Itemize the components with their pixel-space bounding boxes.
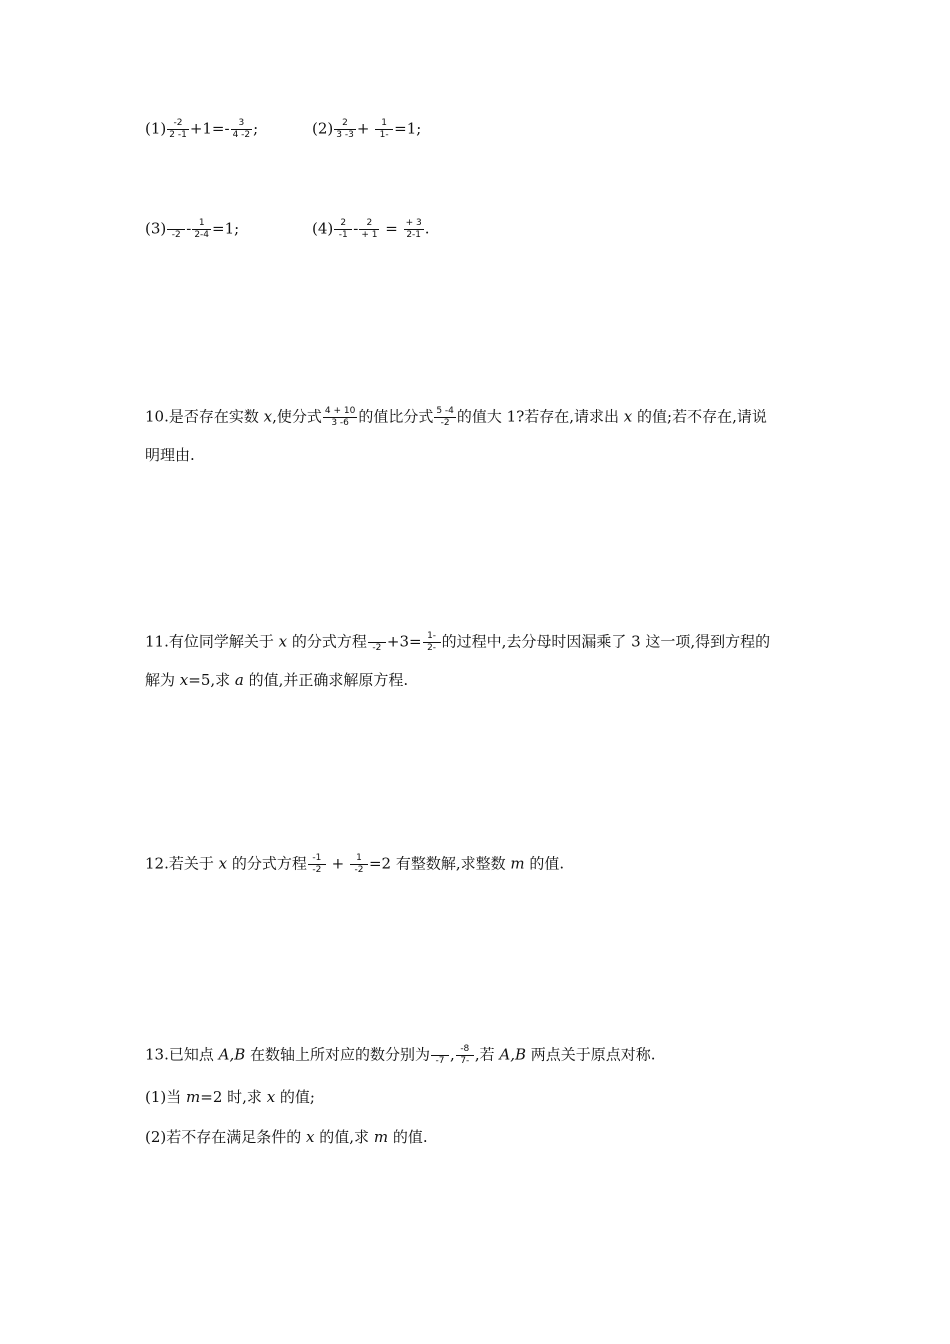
equation-label: (1) [145,119,167,138]
equation-label: (4) [312,219,334,238]
fraction: $\frac{-8}{7-}$ [456,1044,474,1067]
equation-3: (3) -2 - $\frac{1}{2-4}$ =1; [145,218,240,240]
fraction: $\frac{1}{-2}$ [350,853,368,876]
fraction: $\frac{2}{-1}$ [334,218,352,241]
fraction: $\frac{-1}{-2}$ [308,853,326,876]
equation-4: (4) $\frac{2}{-1}$ - $\frac{2}{+ 1}$ = $\frac{+ 3}{2-1}$ . [312,218,430,240]
question-12: 12.若关于 x 的分式方程 $\frac{-1}{-2}$ + $\frac{1}{-2}$ =2 有整数解,求整数 m 的值. [145,853,565,875]
fraction: $\frac{1}{1-}$ [375,118,393,141]
question-10: 10.是否存在实数 x,使分式 $\frac{4 + 10}{3 -6}$ 的值比分式 $\frac{5 -4}{-2}$ 的值大 1?若存在,请求出 x 的值;若不存在,请说 明理由. [145,406,767,464]
fraction: $\frac{1}{2-4}$ [194,218,210,240]
fraction: $\frac{2}{3 -3}$ [336,118,354,140]
question-11: 11.有位同学解关于 x 的分式方程 -2 +3= $\frac{1-}{2-}$ 的过程中,去分母时因漏乘了 3 这一项,得到方程的 解为 x=5,求 a 的值,并正确求解原方程. [145,631,771,689]
fraction: $\frac{2}{+ 1}$ [361,218,378,240]
equation-2: (2) $\frac{2}{3 -3}$ + $\frac{1}{1-}$ =1; [312,118,422,140]
question-13: 13.已知点 A,B 在数轴上所对应的数分别为 -7 , $\frac{-8}{7-}$ ,若 A,B 两点关于原点对称. (1)当 m=2 时,求 x 的值; (2)若不存在满足条件的 x 的值,求 m 的值. [145,1044,656,1146]
fraction: $\frac{1-}{2-}$ [423,631,441,654]
equation-1: (1) $\frac{-2}{2 -1}$ +1=- $\frac{3}{4 -2}$ ; [145,118,259,140]
equation-label: (3) [145,219,167,238]
fraction: $\frac{-2}{2 -1}$ [169,118,187,140]
fraction: -2 [368,631,386,654]
fraction: $\frac{+ 3}{2-1}$ [405,218,422,240]
fraction: -2 [167,218,185,241]
equation-label: (2) [312,119,334,138]
fraction: $\frac{3}{4 -2}$ [232,118,251,140]
fraction: $\frac{4 + 10}{3 -6}$ [324,406,356,428]
fraction: $\frac{5 -4}{-2}$ [436,406,454,428]
fraction: -7 [431,1044,449,1067]
